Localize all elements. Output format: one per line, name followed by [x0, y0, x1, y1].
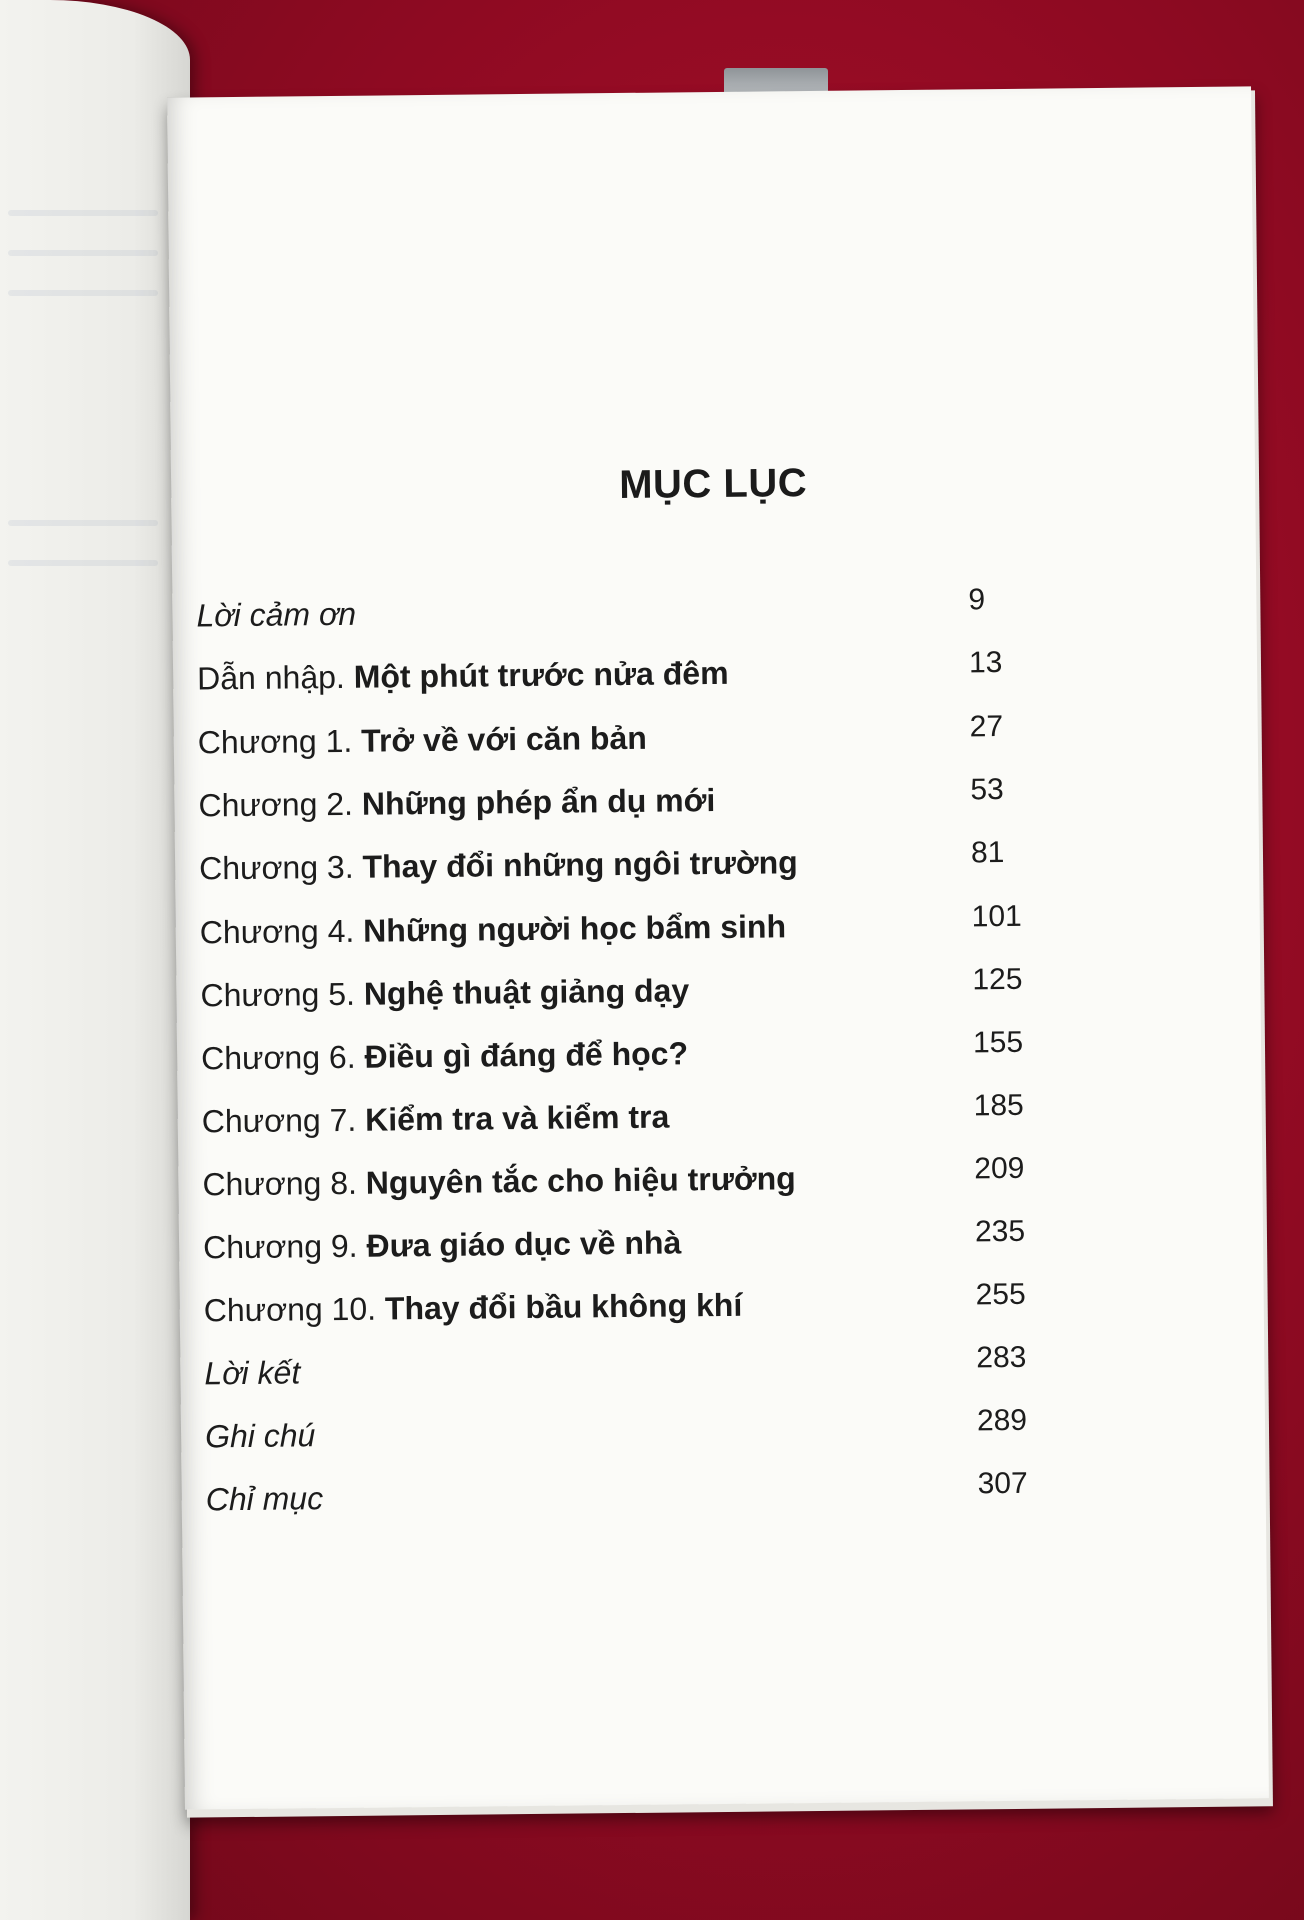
- toc-entry-label: Chương 7. Kiểm tra và kiểm tra: [201, 1098, 670, 1140]
- toc-entry: [196, 583, 1097, 661]
- toc-entry: [204, 1403, 1106, 1482]
- toc-page: [167, 86, 1269, 1809]
- toc-page-number: 307: [977, 1466, 1028, 1501]
- toc-page-number: 255: [975, 1277, 1026, 1312]
- toc-entry: [202, 1151, 1103, 1230]
- toc-entry: [199, 899, 1101, 978]
- toc-page-number: 27: [969, 710, 1004, 744]
- left-page: [0, 0, 190, 1920]
- toc-page-number: 235: [974, 1214, 1026, 1249]
- toc-entry-label: Lời kết: [204, 1354, 301, 1392]
- toc-entry-label: Lời cảm ơn: [196, 595, 357, 634]
- toc-page-number: 9: [968, 583, 986, 617]
- faded-text-line: [8, 210, 158, 216]
- faded-text-line: [8, 560, 158, 566]
- toc-entry: [198, 773, 1099, 851]
- toc-entry: [205, 1466, 1107, 1545]
- toc-page-number: 209: [974, 1151, 1025, 1186]
- toc-entry-label: Ghi chú: [204, 1417, 316, 1455]
- toc-entry-label: Chương 5. Nghệ thuật giảng dạy: [200, 972, 690, 1014]
- toc-page-number: 289: [976, 1403, 1028, 1438]
- toc-entry-label: Chương 1. Trở về với căn bản: [197, 719, 647, 761]
- faded-text-line: [8, 520, 158, 526]
- toc-entry: [204, 1340, 1105, 1419]
- toc-entry-label: Chương 3. Thay đổi những ngôi trường: [198, 844, 798, 887]
- toc-entry: [200, 1025, 1102, 1104]
- toc-entry-label: Chương 8. Nguyên tắc cho hiệu trưởng: [202, 1160, 796, 1203]
- toc-entry: [197, 710, 1099, 788]
- page-title: MỤC LỤC: [618, 461, 808, 508]
- toc-page-number: 13: [968, 646, 1003, 680]
- toc-page-number: 101: [971, 899, 1022, 934]
- toc-entry: [201, 1088, 1103, 1167]
- faded-text-line: [8, 290, 158, 296]
- toc-page-number: 155: [972, 1025, 1024, 1060]
- toc-entry-label: Dẫn nhập. Một phút trước nửa đêm: [196, 654, 729, 697]
- toc-page-number: 81: [970, 835, 1005, 870]
- toc-page-number: 283: [976, 1340, 1027, 1375]
- faded-text-line: [8, 250, 158, 256]
- toc-entry-label: Chương 9. Đưa giáo dục về nhà: [202, 1224, 682, 1266]
- toc-entry-label: Chương 2. Những phép ẩn dụ mới: [198, 782, 716, 824]
- toc-entry: [200, 962, 1101, 1041]
- toc-page-number: 185: [973, 1088, 1024, 1123]
- toc-page-number: 125: [972, 962, 1023, 997]
- toc-entry-label: Chương 10. Thay đổi bầu không khí: [203, 1286, 743, 1329]
- toc-entry-label: Chương 6. Điều gì đáng để học?: [200, 1035, 689, 1077]
- toc-entry: [198, 835, 1100, 914]
- toc-entry: [203, 1277, 1105, 1356]
- toc-page-number: 53: [970, 773, 1004, 807]
- toc-entry-label: Chương 4. Những người học bẩm sinh: [199, 908, 787, 951]
- toc-entry: [196, 646, 1098, 724]
- toc-entry-label: Chỉ mục: [205, 1480, 324, 1518]
- toc-entry: [202, 1214, 1104, 1293]
